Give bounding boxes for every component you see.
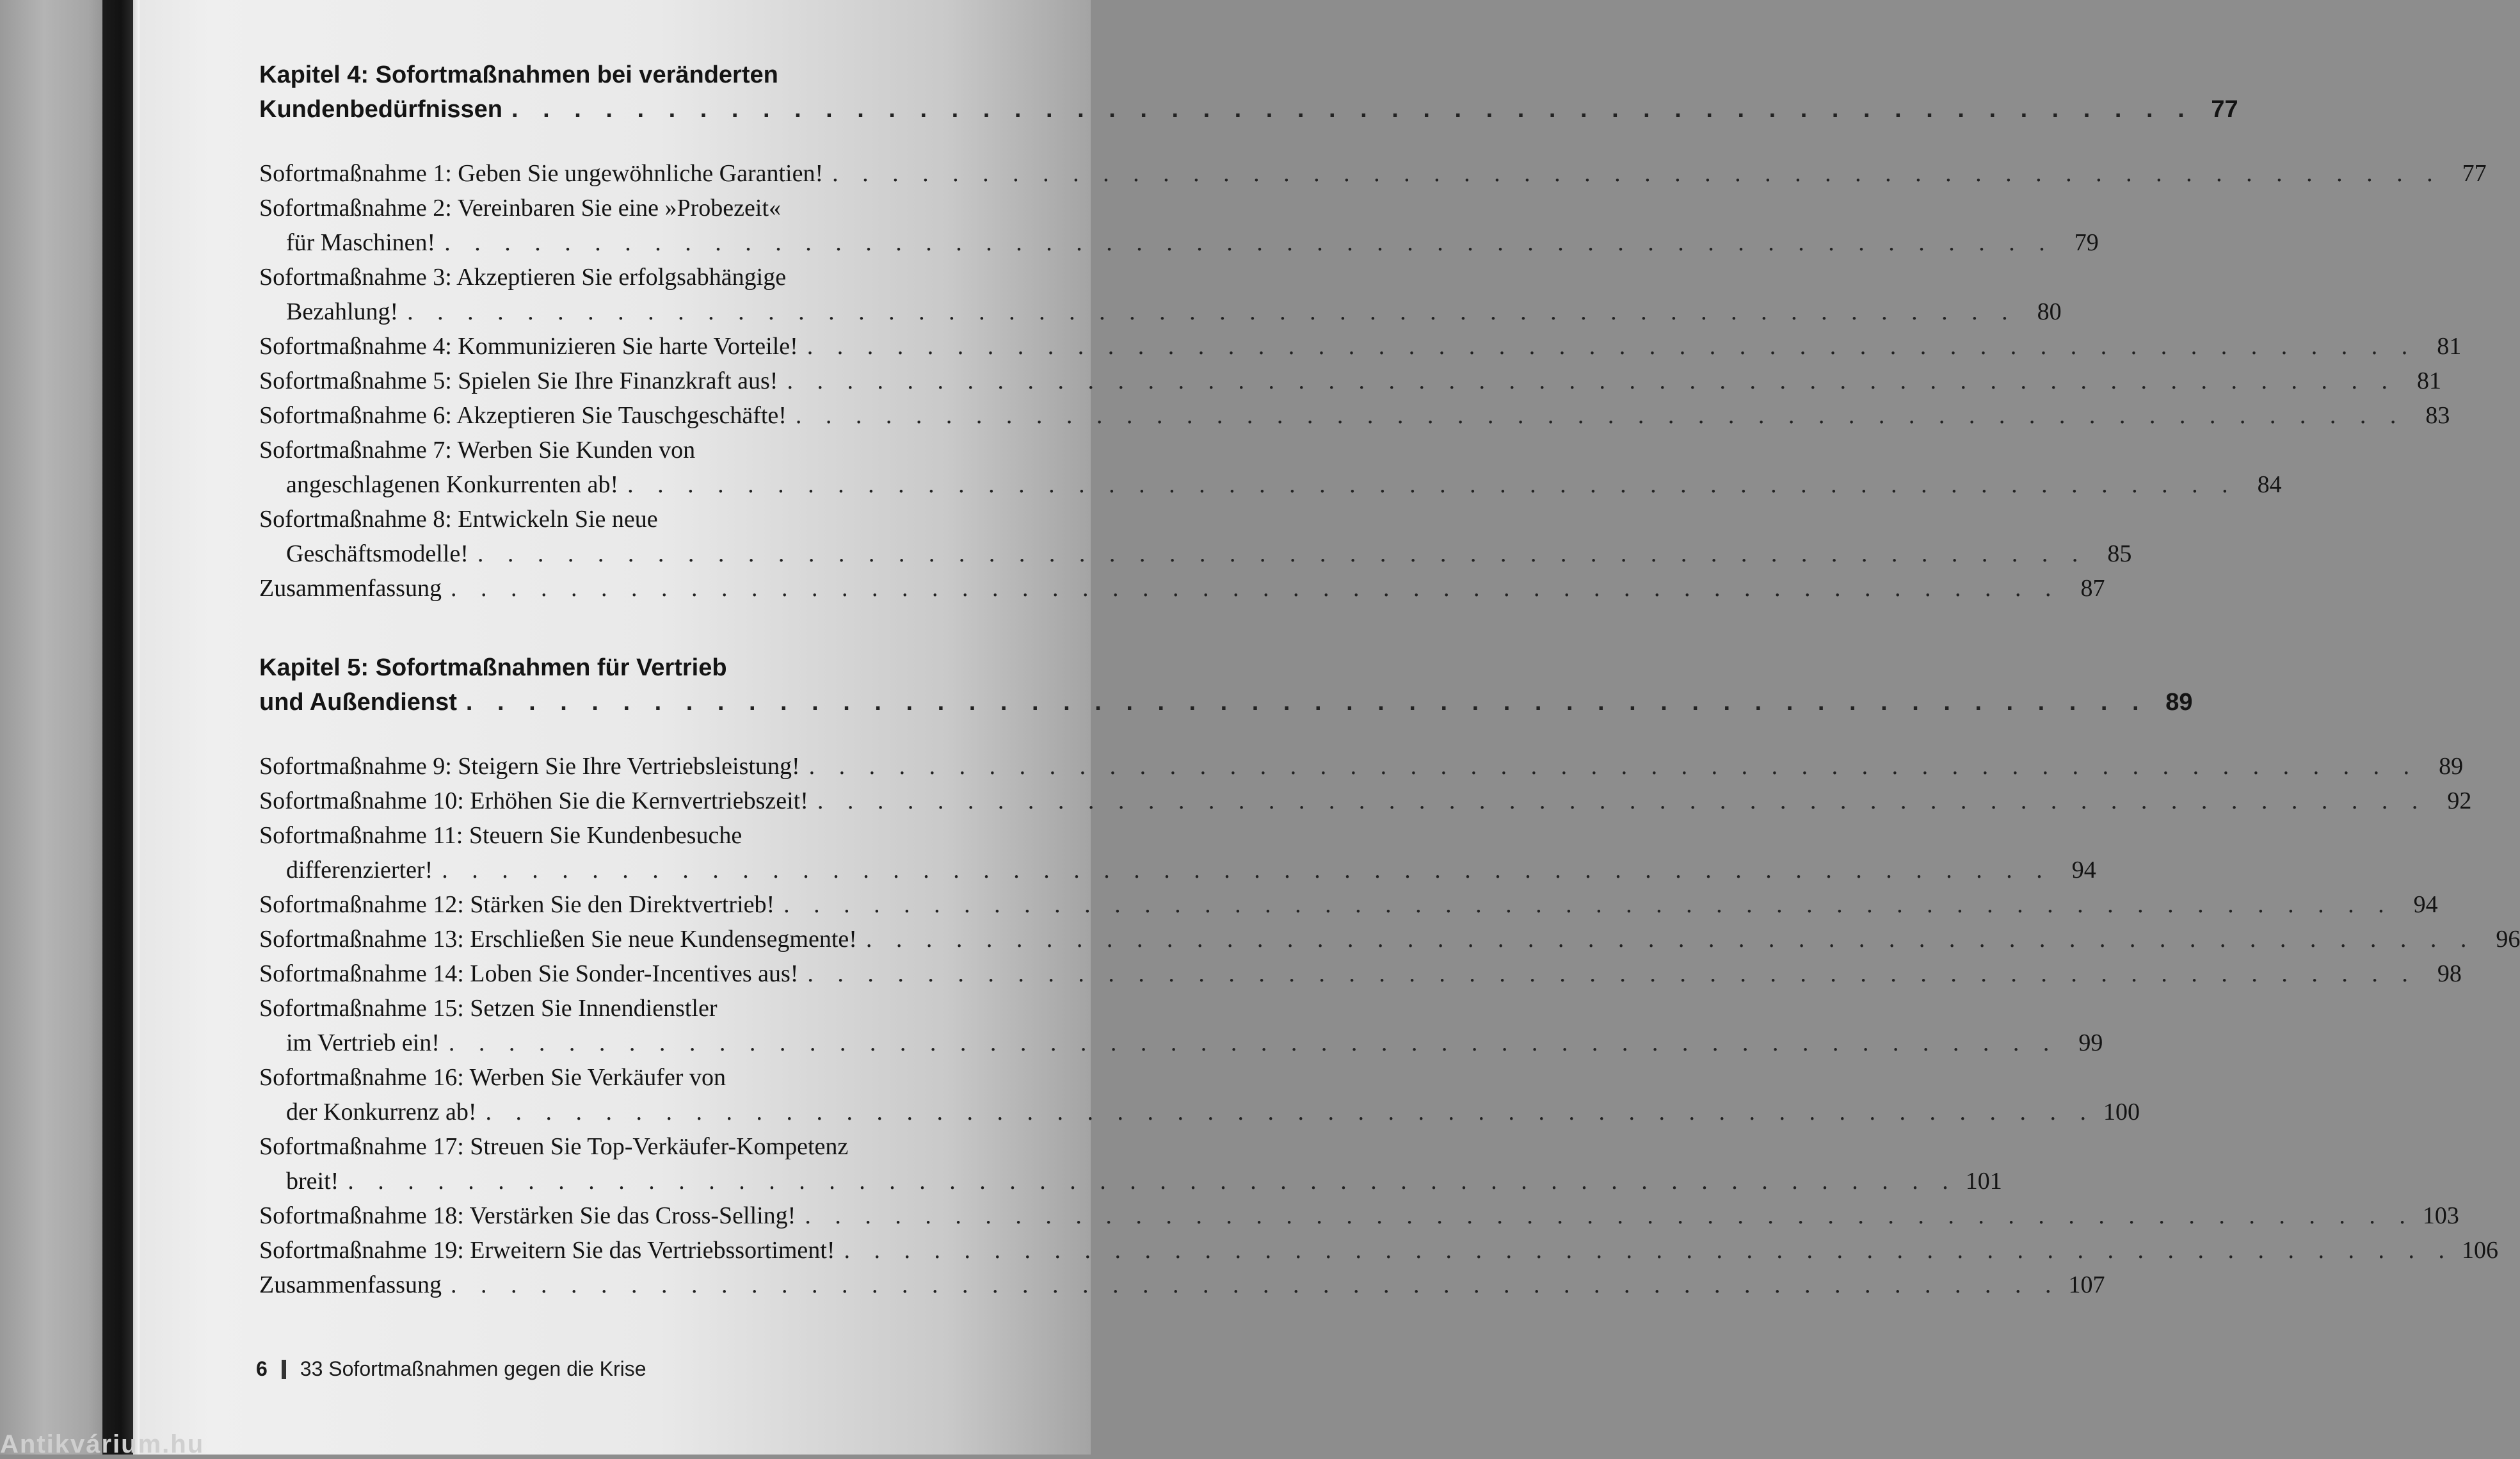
- toc-entry-line-text: Sofortmaßnahme 11: Steuern Sie Kundenbesuche: [259, 822, 742, 849]
- page-number: 77: [2462, 160, 2487, 187]
- dot-leader: . . . . . . . . . . . . . . . . . . . . . . . . . . . . . . . . . . . . . . . . . . . . . . . . . . . . . .: [817, 787, 2427, 814]
- toc-entry-line-text: der Konkurrenz ab!: [286, 1099, 477, 1125]
- page-number: 81: [2437, 333, 2462, 360]
- toc-entry-line-text: Sofortmaßnahme 15: Setzen Sie Innendienstler: [259, 995, 718, 1022]
- toc-entry[interactable]: [259, 191, 2099, 260]
- chapter-title-line-text: und Außendienst: [259, 689, 457, 716]
- page-number: 89: [2165, 689, 2193, 716]
- toc-entry-line-text: Sofortmaßnahme 6: Akzeptieren Sie Tauschgeschäfte!: [259, 402, 787, 429]
- toc-entry-line-text: Geschäftsmodelle!: [286, 540, 469, 567]
- toc-entry[interactable]: [259, 398, 2450, 433]
- toc-entry-line-text: breit!: [286, 1168, 339, 1195]
- page-number: 103: [2422, 1202, 2459, 1229]
- toc-entry-line-text: Sofortmaßnahme 7: Werben Sie Kunden von: [259, 437, 696, 463]
- chapter-title-line: [259, 685, 2193, 720]
- page-number: 83: [2425, 402, 2450, 429]
- toc-entry-line: [259, 991, 1015, 1026]
- chapter-heading: [259, 650, 2193, 720]
- toc-entry-line: [259, 225, 2099, 260]
- toc-entry[interactable]: [259, 156, 2487, 191]
- toc-entry-line-text: Sofortmaßnahme 13: Erschließen Sie neue Kundensegmente!: [259, 926, 857, 953]
- page-number: 101: [1965, 1168, 2002, 1195]
- toc-entry-line: [259, 329, 2462, 364]
- toc-entry-line: [259, 749, 2464, 784]
- toc-entry-line-text: Sofortmaßnahme 16: Werben Sie Verkäufer von: [259, 1064, 726, 1091]
- toc-entry-line: [259, 398, 2450, 433]
- toc-entry-line: [259, 156, 2487, 191]
- dot-leader: . . . . . . . . . . . . . . . . . . . . . . . . . . . . . . . . . . . . . . . . . . . . . . . . . . . . . .: [808, 753, 2419, 780]
- dot-leader: . . . . . . . . . . . . . . . . . . . . . . . . . . . . . . . . . . . . . . . . . . . . . . . . . . . . . .: [511, 96, 2194, 123]
- table-of-contents: [259, 58, 2520, 1302]
- toc-entry-line: [259, 364, 2441, 398]
- page-number: 79: [2074, 229, 2099, 256]
- toc-entry[interactable]: [259, 502, 2132, 571]
- dot-leader: . . . . . . . . . . . . . . . . . . . . . . . . . . . . . . . . . . . . . . . . . . . . . . . . . . . . . .: [348, 1168, 1957, 1195]
- watermark: Antikvárium.hu: [0, 1430, 205, 1458]
- toc-entry[interactable]: [259, 818, 2096, 887]
- toc-entry-line: [259, 1233, 2498, 1268]
- toc-entry[interactable]: [259, 433, 2282, 502]
- dot-leader: . . . . . . . . . . . . . . . . . . . . . . . . . . . . . . . . . . . . . . . . . . . . . . . . . . . . . .: [805, 1202, 2414, 1229]
- toc-entry-line-text: Bezahlung!: [286, 298, 399, 325]
- dot-leader: . . . . . . . . . . . . . . . . . . . . . . . . . . . . . . . . . . . . . . . . . . . . . . . . . . . . . .: [807, 960, 2417, 987]
- background-surface: [0, 0, 110, 1455]
- page-number: 106: [2461, 1237, 2498, 1264]
- toc-entry-line: [259, 1060, 1015, 1095]
- toc-entry-line: [259, 956, 2462, 991]
- toc-entry-line-text: Sofortmaßnahme 12: Stärken Sie den Direktvertrieb!: [259, 891, 775, 918]
- toc-entry-line: [259, 1095, 2140, 1129]
- toc-entry-line-text: Sofortmaßnahme 17: Streuen Sie Top-Verkäufer-Kompetenz: [259, 1133, 849, 1160]
- toc-entry[interactable]: [259, 1060, 2140, 1129]
- toc-entry[interactable]: [259, 364, 2441, 398]
- dot-leader: . . . . . . . . . . . . . . . . . . . . . . . . . . . . . . . . . . . . . . . . . . . . . . . . . . . . . .: [444, 229, 2054, 256]
- dot-leader: . . . . . . . . . . . . . . . . . . . . . . . . . . . . . . . . . . . . . . . . . . . . . . . . . . . . . .: [865, 926, 2476, 953]
- toc-entry[interactable]: [259, 260, 2062, 329]
- toc-entry-line-text: Zusammenfassung: [259, 575, 442, 602]
- page-number: 94: [2071, 857, 2096, 883]
- toc-entry-line-text: Sofortmaßnahme 10: Erhöhen Sie die Kernvertriebszeit!: [259, 787, 808, 814]
- dot-leader: . . . . . . . . . . . . . . . . . . . . . . . . . . . . . . . . . . . . . . . . . . . . . . . . . . . . . .: [795, 402, 2405, 429]
- page-number: 77: [2211, 96, 2238, 123]
- toc-entry-line: [259, 1164, 2002, 1198]
- toc-entry-line-text: Sofortmaßnahme 9: Steigern Sie Ihre Vertriebsleistung!: [259, 753, 800, 780]
- dot-leader: . . . . . . . . . . . . . . . . . . . . . . . . . . . . . . . . . . . . . . . . . . . . . . . . . . . . . .: [450, 1271, 2060, 1298]
- chapter-title-line-text: Kapitel 4: Sofortmaßnahmen bei veränderten: [259, 61, 778, 88]
- toc-entry-line: [259, 260, 1015, 294]
- toc-entry-line-text: im Vertrieb ein!: [286, 1029, 440, 1056]
- toc-entry-line: [259, 467, 2282, 502]
- dot-leader: . . . . . . . . . . . . . . . . . . . . . . . . . . . . . . . . . . . . . . . . . . . . . . . . . . . . . .: [477, 540, 2087, 567]
- footer-book-title: 33 Sofortmaßnahmen gegen die Krise: [300, 1357, 646, 1380]
- dot-leader: . . . . . . . . . . . . . . . . . . . . . . . . . . . . . . . . . . . . . . . . . . . . . . . . . . . . . .: [783, 891, 2393, 918]
- dot-leader: . . . . . . . . . . . . . . . . . . . . . . . . . . . . . . . . . . . . . . . . . . . . . . . . . . . . . .: [465, 689, 2148, 716]
- toc-entry-line-text: Sofortmaßnahme 3: Akzeptieren Sie erfolgsabhängige: [259, 264, 787, 291]
- toc-entry-line-text: Zusammenfassung: [259, 1271, 442, 1298]
- chapter-title-line: [259, 650, 1015, 685]
- chapter-title-line: [259, 92, 2238, 127]
- toc-entry-line-text: Sofortmaßnahme 8: Entwickeln Sie neue: [259, 506, 658, 533]
- toc-entry-line-text: angeschlagenen Konkurrenten ab!: [286, 471, 619, 498]
- toc-entry-line: [259, 1268, 2105, 1302]
- dot-leader: . . . . . . . . . . . . . . . . . . . . . . . . . . . . . . . . . . . . . . . . . . . . . . . . . . . . . .: [787, 367, 2396, 394]
- chapter-title-line-text: Kapitel 5: Sofortmaßnahmen für Vertrieb: [259, 654, 727, 681]
- toc-entry-line: [259, 1129, 1015, 1164]
- toc-entry-line-text: Sofortmaßnahme 5: Spielen Sie Ihre Finanzkraft aus!: [259, 367, 778, 394]
- dot-leader: . . . . . . . . . . . . . . . . . . . . . . . . . . . . . . . . . . . . . . . . . . . . . . . . . . . . . .: [627, 471, 2237, 498]
- toc-entry-line: [259, 294, 2062, 329]
- dot-leader: . . . . . . . . . . . . . . . . . . . . . . . . . . . . . . . . . . . . . . . . . . . . . . . . . . . . . .: [407, 298, 2017, 325]
- toc-entry-line-text: Sofortmaßnahme 4: Kommunizieren Sie harte Vorteile!: [259, 333, 798, 360]
- toc-entry-line-text: Sofortmaßnahme 18: Verstärken Sie das Cross-Selling!: [259, 1202, 796, 1229]
- toc-entry[interactable]: [259, 1198, 2459, 1233]
- footer-page-number: 6: [256, 1357, 268, 1380]
- toc-entry-line: [259, 191, 1015, 225]
- dot-leader: . . . . . . . . . . . . . . . . . . . . . . . . . . . . . . . . . . . . . . . . . . . . . . . . . . . . . .: [450, 575, 2060, 602]
- chapter-title-line: [259, 58, 1015, 92]
- toc-entry-line: [259, 887, 2438, 922]
- page-number: 80: [2037, 298, 2062, 325]
- toc-entry[interactable]: [259, 784, 2472, 818]
- chapter-heading: [259, 58, 2238, 127]
- toc-entry[interactable]: [259, 571, 2105, 606]
- page-number: 100: [2103, 1099, 2140, 1125]
- page-number: 98: [2437, 960, 2462, 987]
- dot-leader: . . . . . . . . . . . . . . . . . . . . . . . . . . . . . . . . . . . . . . . . . . . . . . . . . . . . . .: [807, 333, 2417, 360]
- page-number: 92: [2447, 787, 2472, 814]
- toc-entry-line: [259, 922, 2520, 956]
- toc-entry-line: [259, 853, 2096, 887]
- toc-entry[interactable]: [259, 1233, 2498, 1268]
- toc-entry-line-text: differenzierter!: [286, 857, 433, 883]
- dot-leader: . . . . . . . . . . . . . . . . . . . . . . . . . . . . . . . . . . . . . . . . . . . . . . . . . . . . . .: [448, 1029, 2059, 1056]
- toc-entry[interactable]: [259, 1129, 2002, 1198]
- toc-entry[interactable]: [259, 887, 2438, 922]
- toc-entry-line-text: Sofortmaßnahme 14: Loben Sie Sonder-Incentives aus!: [259, 960, 799, 987]
- dot-leader: . . . . . . . . . . . . . . . . . . . . . . . . . . . . . . . . . . . . . . . . . . . . . . . . . . . . . .: [844, 1237, 2453, 1264]
- toc-entry[interactable]: [259, 749, 2464, 784]
- toc-entry-line: [259, 818, 1015, 853]
- book-spine: [102, 0, 133, 1455]
- toc-entry-line-text: Sofortmaßnahme 19: Erweitern Sie das Vertriebssortiment!: [259, 1237, 835, 1264]
- toc-entry[interactable]: [259, 922, 2520, 956]
- toc-entry-line-text: für Maschinen!: [286, 229, 436, 256]
- page-number: 107: [2068, 1271, 2105, 1298]
- page-number: 99: [2078, 1029, 2103, 1056]
- toc-entry-line: [259, 536, 2132, 571]
- toc-entry-line: [259, 502, 1015, 536]
- toc-entry-line: [259, 433, 1015, 467]
- toc-entry[interactable]: [259, 329, 2462, 364]
- footer-divider: [282, 1360, 286, 1379]
- page-number: 94: [2413, 891, 2438, 918]
- toc-entry[interactable]: [259, 991, 2103, 1060]
- page-number: 81: [2416, 367, 2441, 394]
- toc-entry-line-text: Sofortmaßnahme 2: Vereinbaren Sie eine »Probezeit«: [259, 195, 781, 222]
- page-number: 85: [2107, 540, 2132, 567]
- page-footer: [256, 1357, 646, 1381]
- page-number: 96: [2496, 926, 2520, 953]
- toc-entry-line: [259, 571, 2105, 606]
- page-edge: [133, 0, 140, 1455]
- page-number: 89: [2439, 753, 2464, 780]
- toc-entry[interactable]: [259, 956, 2462, 991]
- toc-entry-line: [259, 1026, 2103, 1060]
- page-number: 87: [2080, 575, 2105, 602]
- toc-entry-line: [259, 784, 2472, 818]
- dot-leader: . . . . . . . . . . . . . . . . . . . . . . . . . . . . . . . . . . . . . . . . . . . . . . . . . . . . . .: [442, 857, 2051, 883]
- page-number: 84: [2257, 471, 2282, 498]
- toc-entry-line: [259, 1198, 2459, 1233]
- toc-entry[interactable]: [259, 1268, 2105, 1302]
- dot-leader: . . . . . . . . . . . . . . . . . . . . . . . . . . . . . . . . . . . . . . . . . . . . . . . . . . . . . .: [485, 1099, 2096, 1125]
- chapter-title-line-text: Kundenbedürfnissen: [259, 96, 503, 123]
- toc-entry-line-text: Sofortmaßnahme 1: Geben Sie ungewöhnliche Garantien!: [259, 160, 824, 187]
- dot-leader: . . . . . . . . . . . . . . . . . . . . . . . . . . . . . . . . . . . . . . . . . . . . . . . . . . . . . .: [832, 160, 2442, 187]
